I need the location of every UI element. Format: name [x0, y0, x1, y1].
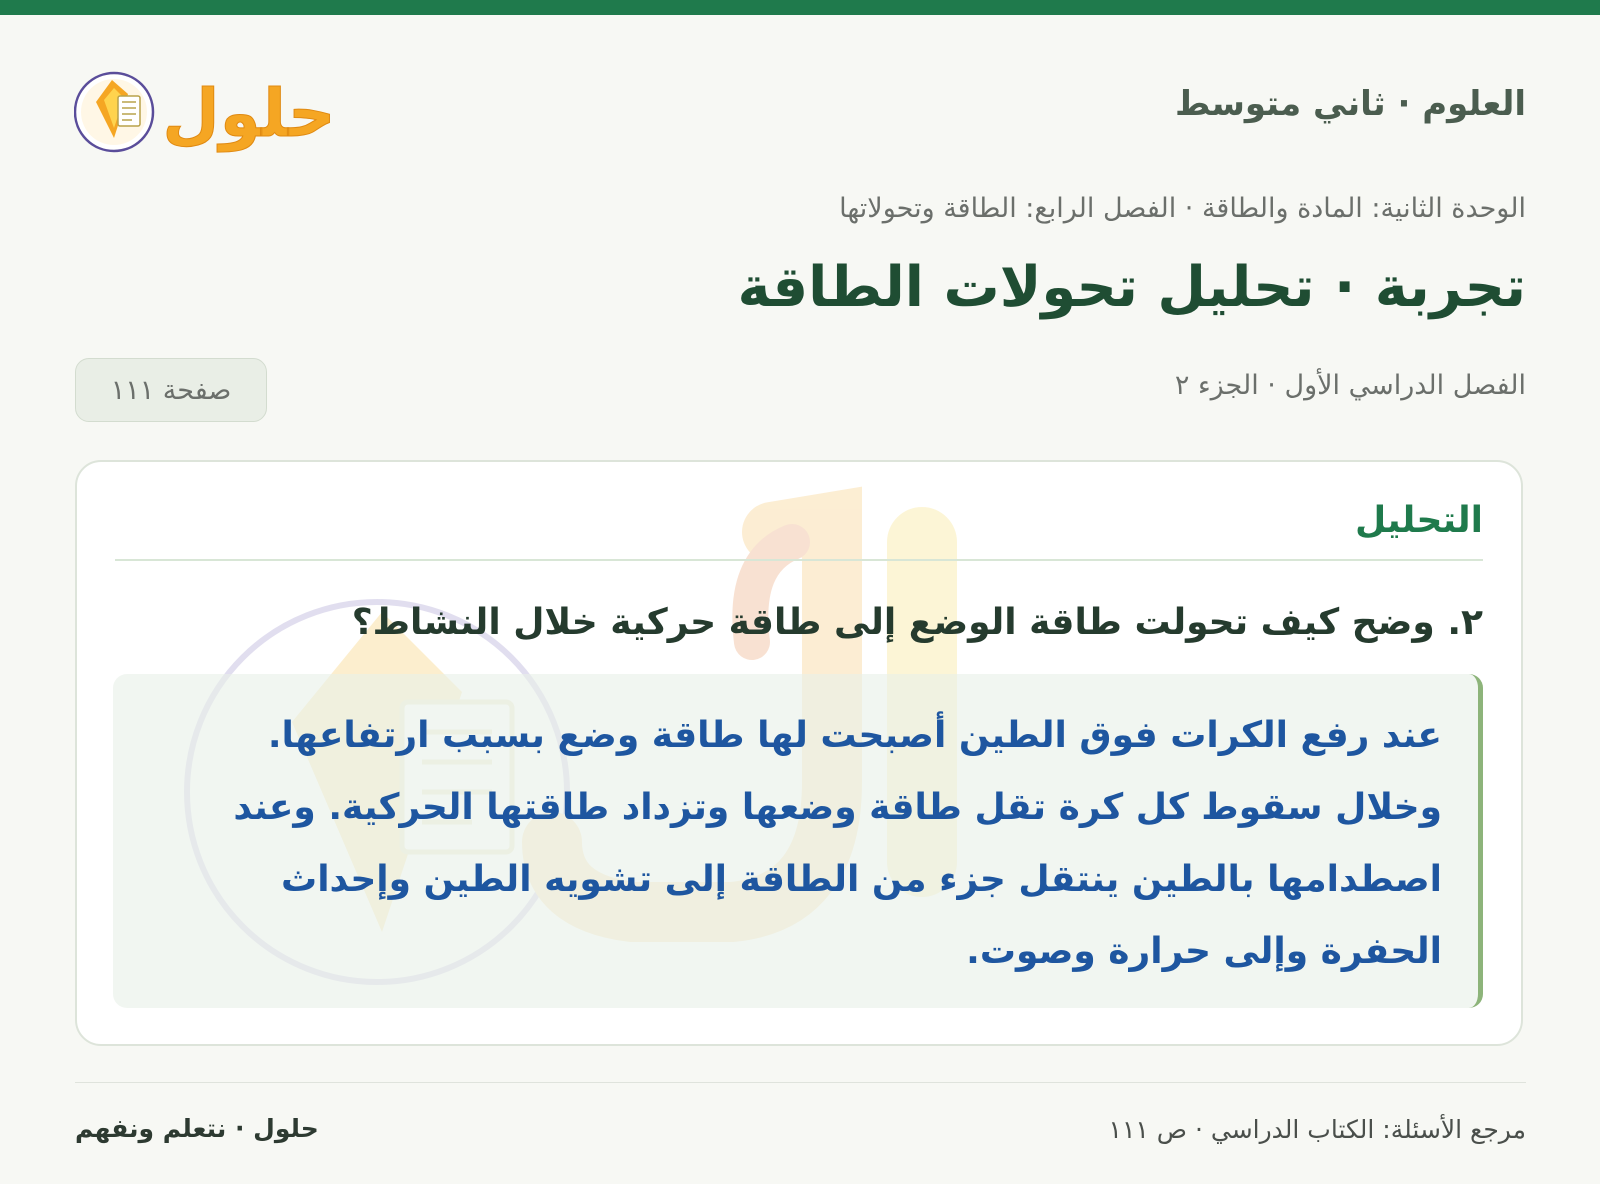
section-title: التحليل	[1354, 500, 1483, 541]
subject-label: العلوم · ثاني متوسط	[1175, 84, 1526, 124]
question-text: ٢. وضح كيف تحولت طاقة الوضع إلى طاقة حركية خلال النشاط؟	[351, 602, 1483, 643]
logo-text: حلول	[162, 75, 334, 152]
page-title: تجربة · تحليل تحولات الطاقة	[737, 255, 1526, 320]
footer-reference: مرجع الأسئلة: الكتاب الدراسي · ص ١١١	[1108, 1115, 1526, 1144]
site-logo[interactable]	[74, 50, 334, 160]
section-divider	[115, 559, 1483, 561]
breadcrumb: الوحدة الثانية: المادة والطاقة · الفصل الرابع: الطاقة وتحولاتها	[839, 193, 1526, 224]
top-accent-bar	[0, 0, 1600, 15]
book-badge-icon	[74, 50, 334, 160]
answer-box	[113, 674, 1483, 1008]
footer-divider	[75, 1082, 1526, 1083]
footer-brand: حلول · نتعلم ونفهم	[75, 1114, 319, 1143]
semester-label: الفصل الدراسي الأول · الجزء ٢	[1174, 370, 1526, 401]
page-number-text: صفحة ١١١	[110, 374, 232, 406]
answer-card	[75, 460, 1523, 1046]
page-number-badge	[75, 358, 267, 422]
answer-text: عند رفع الكرات فوق الطين أصبحت لها طاقة وضع بسبب ارتفاعها. وخلال سقوط كل كرة تقل طاقة وضعها وتزداد طاقتها الحركية. وعند اصطدامها بالطين ينتقل جزء من الطاقة إلى تشويه الطين وإحداث الحفرة وإلى حرارة وصوت.	[233, 715, 1442, 972]
